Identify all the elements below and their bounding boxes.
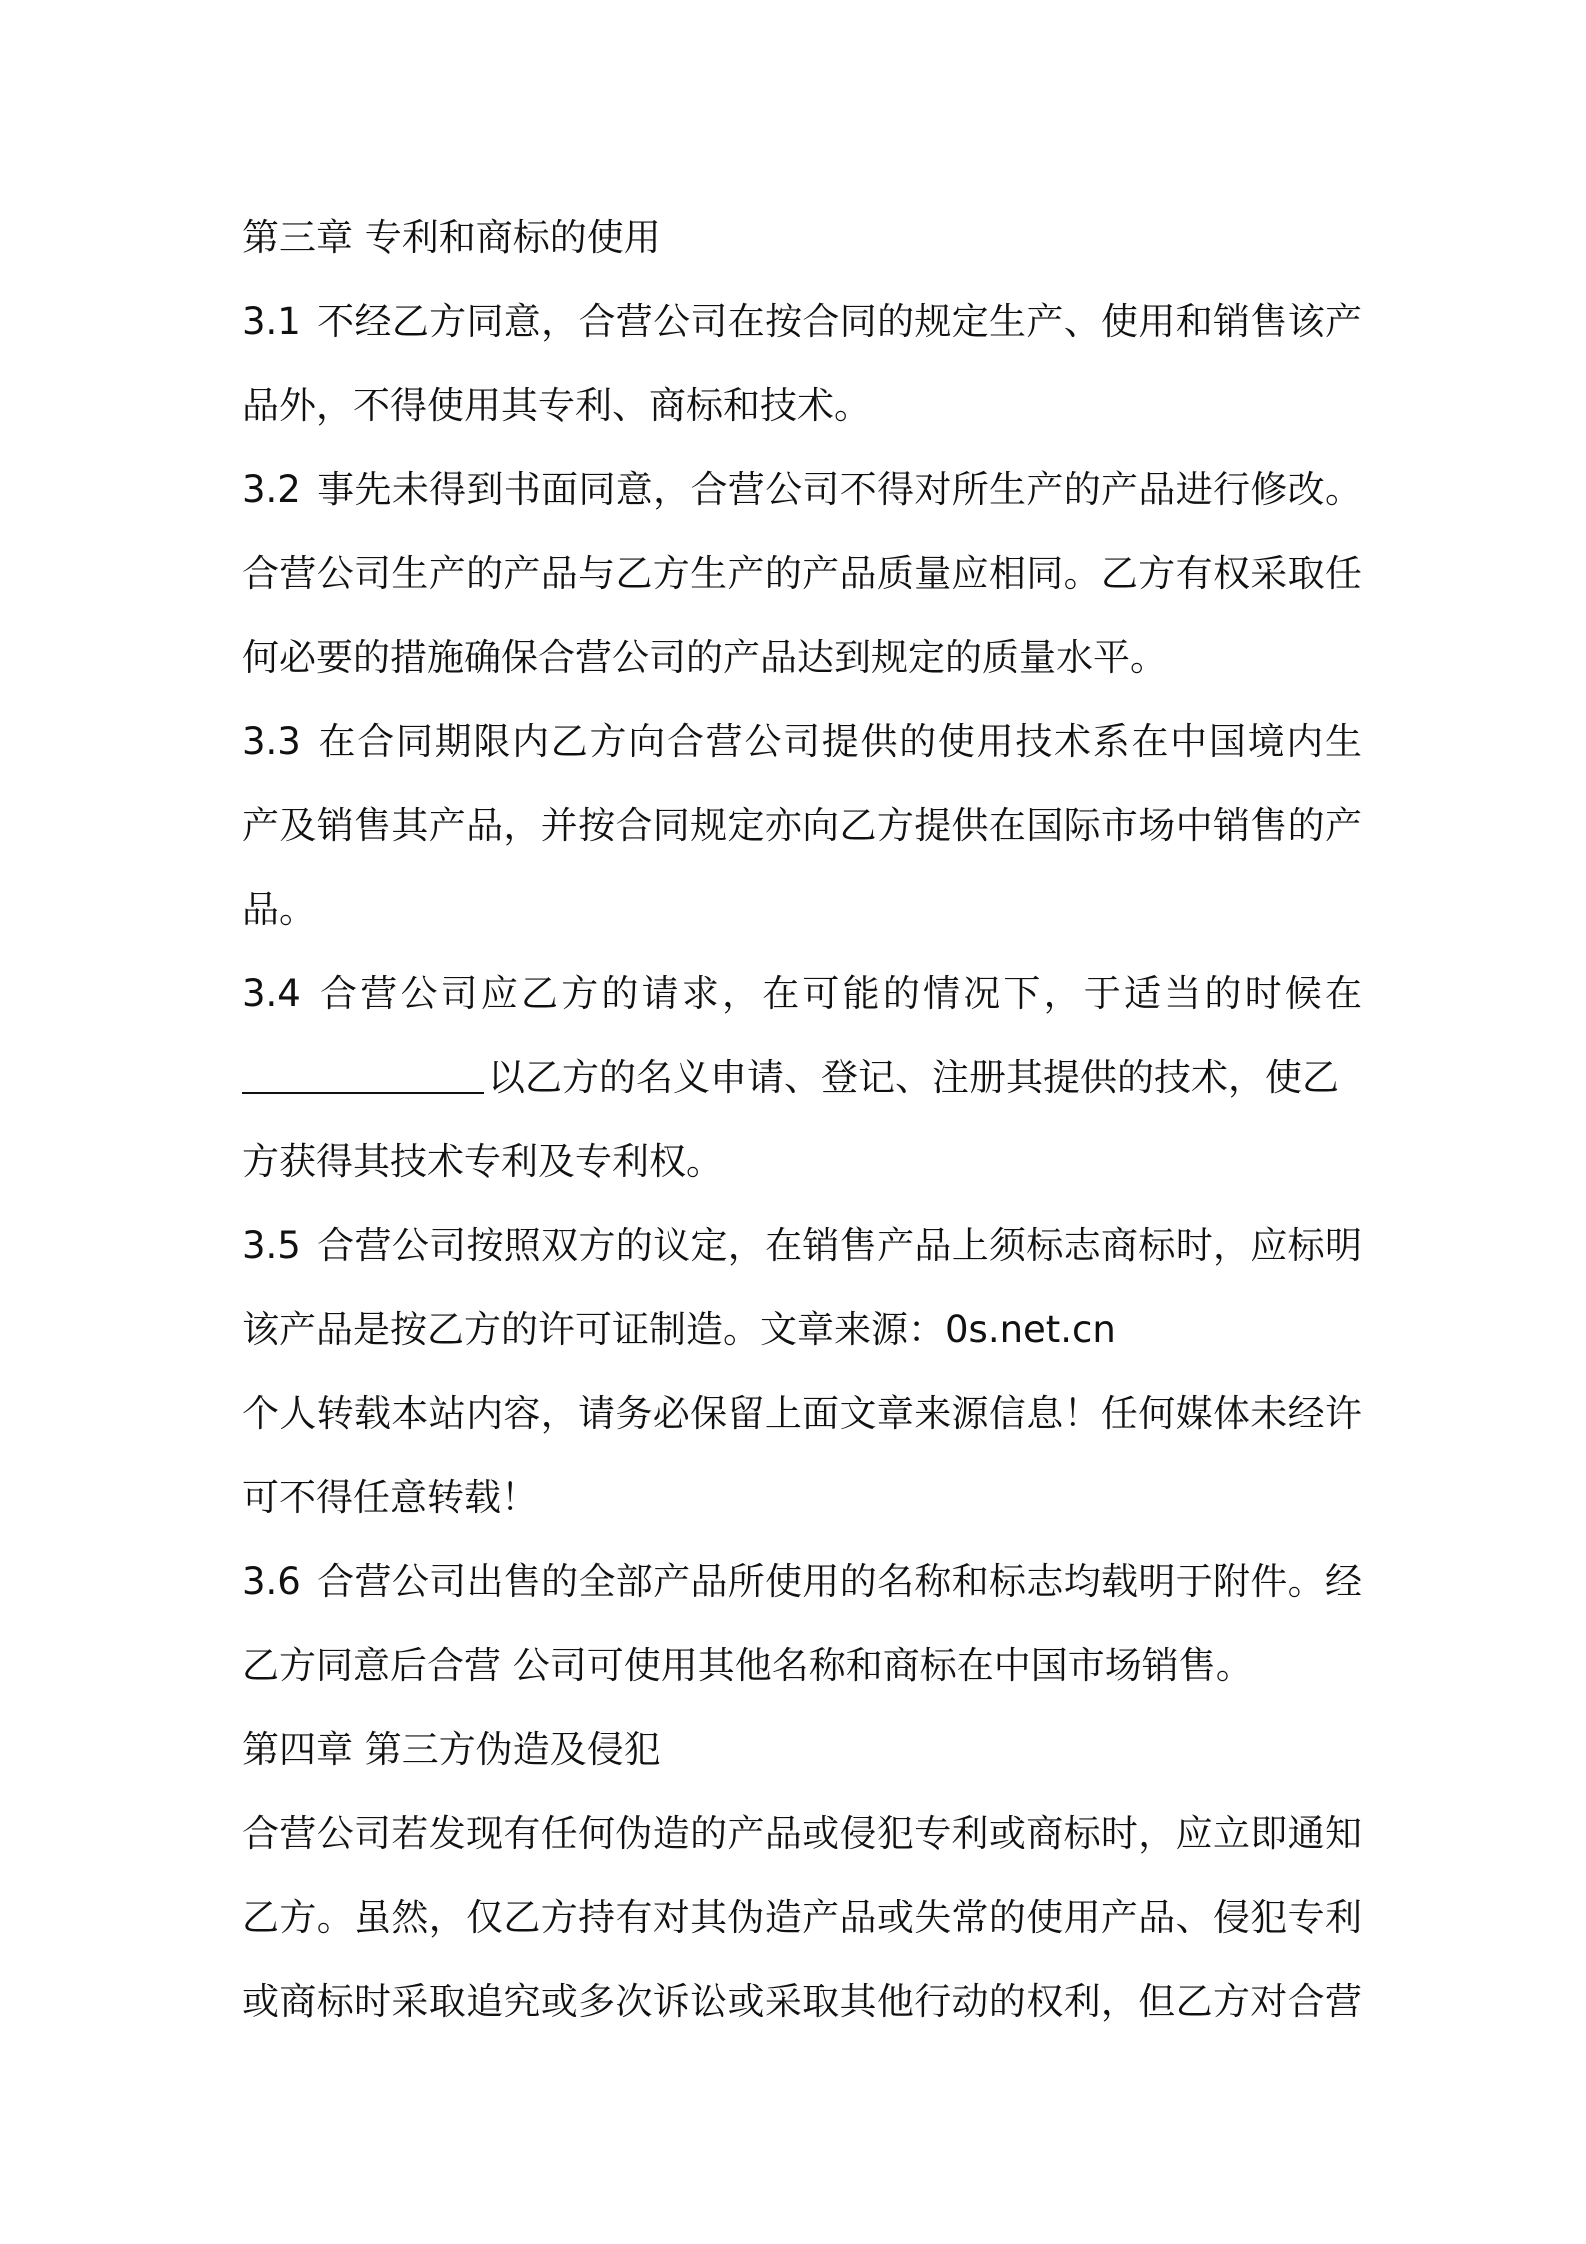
clause-3-4-line-2 (242, 1036, 1362, 1120)
clause-3-2-line-3: 何必要的措施确保合营公司的产品达到规定的质量水平。 (242, 636, 1167, 679)
chapter-4-line-1: 合营公司若发现有任何伪造的产品或侵犯专利或商标时，应立即通知 (242, 1812, 1362, 1855)
chapter-4-line-3: 或商标时采取追究或多次诉讼或采取其他行动的权利，但乙方对合营 (242, 1980, 1362, 2023)
chapter-3-heading: 第三章 专利和商标的使用 (242, 216, 661, 259)
chapter-4-heading: 第四章 第三方伪造及侵犯 (242, 1728, 661, 1771)
clause-3-6-line-1 (242, 1540, 1362, 1624)
chapter-4-line-2: 乙方。虽然，仅乙方持有对其伪造产品或失常的使用产品、侵犯专利 (242, 1896, 1362, 1939)
clause-3-3-line-3: 品。 (242, 888, 316, 931)
clause-number: 3.3 (242, 720, 301, 763)
notice-line-1: 个人转载本站内容，请务必保留上面文章来源信息！任何媒体未经许 (242, 1392, 1362, 1435)
clause-text: 合营公司出售的全部产品所使用的名称和标志均载明于附件。经 (316, 1560, 1362, 1603)
clause-text: 事先未得到书面同意，合营公司不得对所生产的产品进行修改。 (316, 468, 1362, 511)
clause-text: 以乙方的名义申请、登记、注册其提供的技术，使乙 (488, 1056, 1339, 1099)
clause-number: 3.4 (242, 972, 301, 1015)
clause-3-3-line-1 (242, 700, 1362, 784)
clause-3-2-line-1 (242, 448, 1362, 532)
clause-text: 不经乙方同意，合营公司在按合同的规定生产、使用和销售该产 (316, 300, 1362, 343)
clause-3-3-line-2: 产及销售其产品，并按合同规定亦向乙方提供在国际市场中销售的产 (242, 804, 1362, 847)
notice-line-2: 可不得任意转载！ (242, 1476, 538, 1519)
clause-3-2-line-2: 合营公司生产的产品与乙方生产的产品质量应相同。乙方有权采取任 (242, 552, 1362, 595)
clause-text: 合营公司按照双方的议定，在销售产品上须标志商标时，应标明 (316, 1224, 1362, 1267)
clause-number: 3.2 (242, 468, 301, 511)
fill-in-blank (242, 1062, 484, 1094)
clause-number: 3.6 (242, 1560, 301, 1603)
clause-3-4-line-1 (242, 952, 1362, 1036)
clause-3-1-line-2: 品外，不得使用其专利、商标和技术。 (242, 384, 871, 427)
clause-text: 在合同期限内乙方向合营公司提供的使用技术系在中国境内生 (316, 720, 1362, 763)
clause-3-6-line-2: 乙方同意后合营 公司可使用其他名称和商标在中国市场销售。 (242, 1644, 1253, 1687)
clause-text: 合营公司应乙方的请求，在可能的情况下，于适当的时候在 (316, 972, 1362, 1015)
clause-3-5-line-1 (242, 1204, 1362, 1288)
clause-number: 3.1 (242, 300, 301, 343)
clause-3-1-line-1 (242, 280, 1362, 364)
clause-3-5-line-2: 该产品是按乙方的许可证制造。文章来源：0s.net.cn (242, 1308, 1116, 1351)
clause-3-4-line-3: 方获得其技术专利及专利权。 (242, 1140, 723, 1183)
clause-number: 3.5 (242, 1224, 301, 1267)
document-body (242, 196, 1362, 2044)
